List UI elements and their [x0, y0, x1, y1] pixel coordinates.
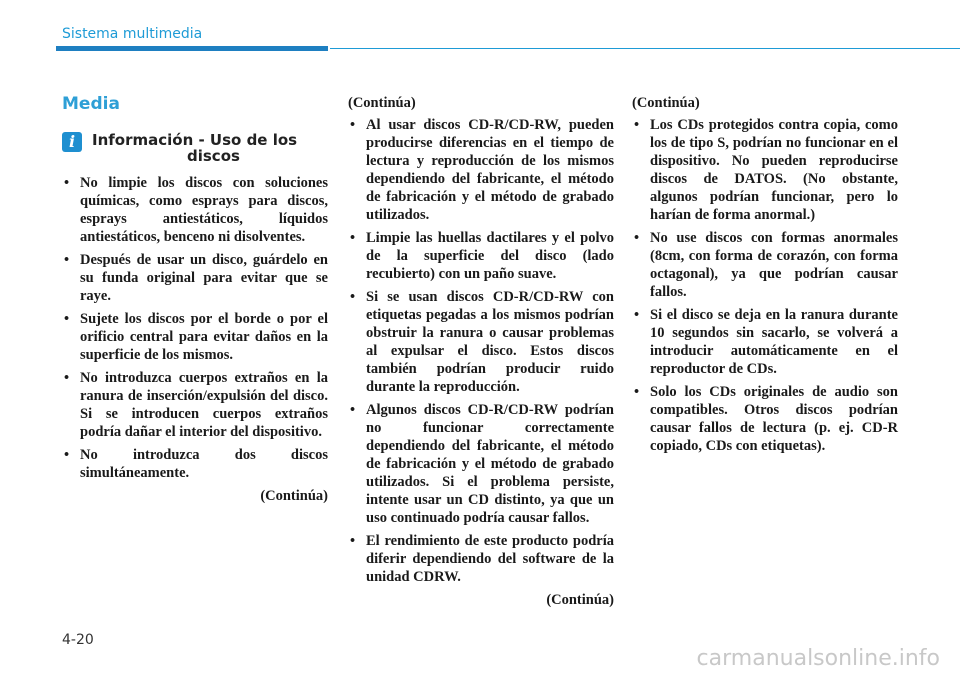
list-item: • No introduzca cuerpos extraños en la ranura de inserción/expulsión del disco. Si se introducen cuerpos extraños podría dañar el interior del dispositivo. — [62, 369, 328, 441]
list-item: • Los CDs protegidos contra copia, como los de tipo S, podrían no funcionar en el dispositivo. No pueden reproducirse discos de DATOS. (No obstante, algunos podrían funcionar, pero lo harían de forma anormal.) — [632, 116, 898, 224]
info-title-line1: Información - Uso de los — [92, 131, 298, 149]
page-number: 4-20 — [62, 632, 94, 648]
info-heading — [62, 132, 328, 164]
bullet-list-col1 — [62, 174, 328, 482]
continued-label: (Continúa) — [546, 592, 614, 608]
list-item: • No introduzca dos discos simultáneamente. — [62, 446, 328, 482]
column-2 — [348, 94, 614, 609]
info-title-line2: discos — [187, 147, 240, 165]
info-icon: i — [62, 132, 82, 152]
column-1 — [62, 94, 328, 505]
list-item: • Si se usan discos CD-R/CD-RW con etiquetas pegadas a los mismos podrían obstruir la ranura o causar problemas al expulsar el disco. Estos discos también podrían producir ruido durante la reproducción. — [348, 288, 614, 396]
list-item: • Solo los CDs originales de audio son compatibles. Otros discos podrían causar fallos de lectura (p. ej. CD-R copiado, CDs con etiquetas). — [632, 383, 898, 455]
list-item: • Después de usar un disco, guárdelo en su funda original para evitar que se raye. — [62, 251, 328, 305]
continued-top-label: (Continúa) — [632, 95, 700, 111]
column-3 — [632, 94, 898, 460]
list-item: • El rendimiento de este producto podría diferir dependiendo del software de la unidad CDRW. — [348, 532, 614, 586]
info-title — [92, 132, 297, 164]
bullet-list-col2 — [348, 116, 614, 586]
header-rule-thin — [330, 48, 960, 49]
bullet-list-col3 — [632, 116, 898, 455]
list-item: • Si el disco se deja en la ranura durante 10 segundos sin sacarlo, se volverá a introducir automáticamente en el reproductor de CDs. — [632, 306, 898, 378]
list-item: • Sujete los discos por el borde o por el orificio central para evitar daños en la superficie de los mismos. — [62, 310, 328, 364]
list-item: • No use discos con formas anormales (8cm, con forma de corazón, con forma octagonal), ya que podrían causar fallos. — [632, 229, 898, 301]
media-heading: Media — [62, 94, 120, 114]
list-item: • Al usar discos CD-R/CD-RW, pueden producirse diferencias en el tiempo de lectura y reproducción de los mismos dependiendo del fabricante, el método de fabricación y el método de grabado utilizados. — [348, 116, 614, 224]
section-title: Sistema multimedia — [62, 26, 203, 42]
watermark: carmanualsonline.info — [696, 646, 940, 671]
continued-top-label: (Continúa) — [348, 95, 416, 111]
list-item: • Algunos discos CD-R/CD-RW podrían no funcionar correctamente dependiendo del fabricante, el método de fabricación y el método de grabado utilizados. Si el problema persiste, intente usar un CD distinto, ya que un uso continuado podría causar fallos. — [348, 401, 614, 527]
header-rule-thick — [56, 46, 328, 51]
list-item: • No limpie los discos con soluciones químicas, como esprays para discos, esprays antiestáticos, líquidos antiestáticos, benceno ni disolventes. — [62, 174, 328, 246]
list-item: • Limpie las huellas dactilares y el polvo de la superficie del disco (lado recubierto) con un paño suave. — [348, 229, 614, 283]
continued-label: (Continúa) — [260, 488, 328, 504]
